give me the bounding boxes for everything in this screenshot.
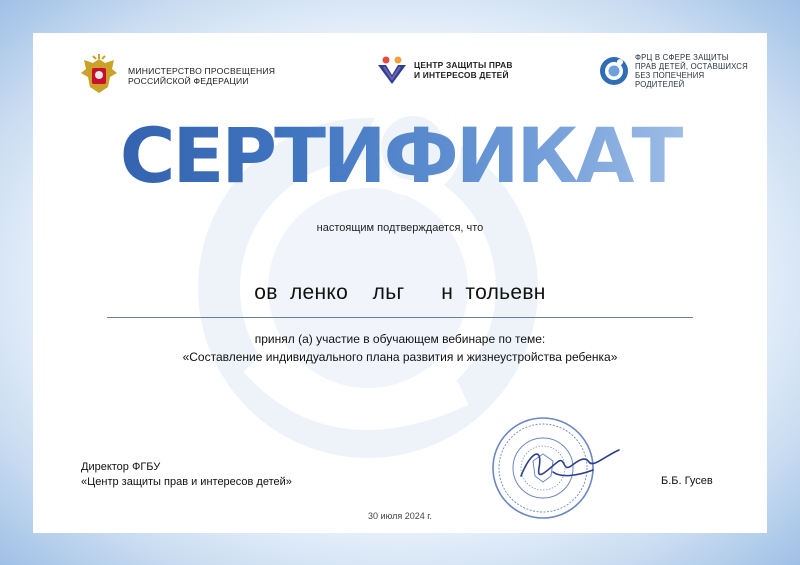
director-organization: «Центр защиты прав и интересов детей» <box>81 476 292 488</box>
frc-name-line4: РОДИТЕЛЕЙ <box>635 80 685 89</box>
frc-name-line1: ФРЦ В СФЕРЕ ЗАЩИТЫ <box>635 53 729 62</box>
center-logo-icon <box>376 55 408 85</box>
participation-text <box>33 330 767 366</box>
frc-name-line2: ПРАВ ДЕТЕЙ, ОСТАВШИХСЯ <box>635 62 748 71</box>
ministry-name-line2: РОССИЙСКОЙ ФЕДЕРАЦИИ <box>128 76 249 86</box>
certificate-sheet <box>33 33 767 533</box>
recipient-underline <box>107 317 693 318</box>
director-block <box>81 460 292 490</box>
frc-name-line3: БЕЗ ПОПЕЧЕНИЯ <box>635 71 705 80</box>
certificate-title: СЕРТИФИКАТ <box>33 113 767 199</box>
issue-date: 30 июля 2024 г. <box>368 511 432 521</box>
center-name-line1: ЦЕНТР ЗАЩИТЫ ПРАВ <box>414 60 513 70</box>
signer-name: Б.Б. Гусев <box>661 475 713 487</box>
director-title: Директор ФГБУ <box>81 461 161 473</box>
frc-logo <box>598 53 748 89</box>
confirm-text: настоящим подтверждается, что <box>316 222 484 234</box>
ministry-logo <box>78 53 275 99</box>
recipient-name: ов ленко льг н тольевн <box>254 281 546 304</box>
frc-logo-icon <box>598 55 630 87</box>
coat-of-arms-icon <box>78 53 120 99</box>
participation-line1: принял (а) участие в обучающем вебинаре по теме: <box>254 332 546 346</box>
center-name-line2: И ИНТЕРЕСОВ ДЕТЕЙ <box>414 70 509 80</box>
webinar-topic: «Составление индивидуального плана развития и жизнеустройства ребенка» <box>182 350 618 364</box>
center-logo <box>376 55 513 85</box>
ministry-name-line1: МИНИСТЕРСТВО ПРОСВЕЩЕНИЯ <box>128 66 276 76</box>
seal-stamp-icon <box>481 406 631 524</box>
